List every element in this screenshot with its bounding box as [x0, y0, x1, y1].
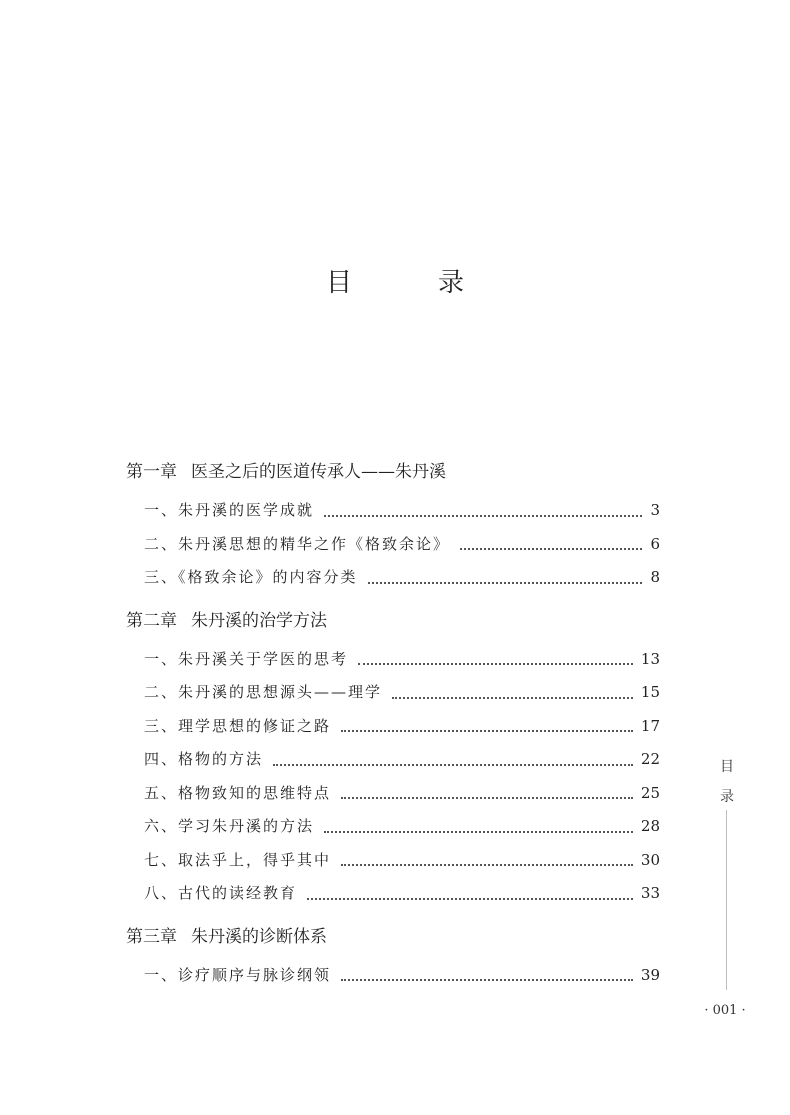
entry-title: 八、古代的读经教育	[144, 884, 298, 902]
toc-entry[interactable]	[126, 810, 660, 844]
entry-title: 三、《格致余论》的内容分类	[144, 568, 358, 586]
side-rule-line	[726, 810, 727, 990]
dot-leader	[341, 979, 633, 981]
entry-title: 六、学习朱丹溪的方法	[144, 817, 315, 835]
toc-entry[interactable]	[126, 777, 660, 811]
entry-title: 一、诊疗顺序与脉诊纲领	[144, 965, 332, 984]
chapter-heading	[126, 607, 660, 635]
entry-page: 17	[640, 716, 660, 735]
dot-leader	[341, 864, 633, 866]
toc-entry[interactable]	[126, 844, 660, 878]
dot-leader	[307, 898, 633, 900]
dot-leader	[358, 663, 633, 665]
entry-title: 一、朱丹溪的医学成就	[144, 501, 315, 519]
entry-title: 二、朱丹溪思想的精华之作《格致余论》	[144, 534, 451, 553]
entry-page: 6	[650, 534, 660, 553]
chapter-entries	[126, 643, 660, 911]
dot-leader	[273, 764, 633, 766]
entry-page: 39	[640, 965, 660, 984]
entry-title: 五、格物致知的思维特点	[144, 783, 332, 802]
entry-page: 3	[650, 501, 660, 519]
toc-entry[interactable]	[126, 743, 660, 777]
entry-title: 四、格物的方法	[144, 750, 264, 768]
chapter-entries	[126, 494, 660, 595]
chapter-heading	[126, 923, 660, 951]
chapter-entries	[126, 959, 660, 993]
dot-leader	[324, 831, 633, 833]
toc-entry[interactable]	[126, 494, 660, 528]
dot-leader	[460, 548, 642, 550]
toc-entry[interactable]	[126, 643, 660, 677]
dot-leader	[341, 730, 633, 732]
chapter-title: 医圣之后的医道传承人——朱丹溪	[191, 462, 446, 482]
toc-entry[interactable]	[126, 676, 660, 710]
entry-page: 15	[640, 683, 660, 701]
chapter-number: 第一章	[126, 462, 177, 482]
page-number: · 001 ·	[704, 1003, 746, 1018]
toc-entry[interactable]	[126, 710, 660, 744]
toc-entry[interactable]	[126, 959, 660, 993]
table-of-contents	[126, 458, 660, 1004]
entry-title: 七、取法乎上，得乎其中	[144, 850, 332, 869]
toc-entry[interactable]	[126, 561, 660, 595]
toc-entry[interactable]	[126, 877, 660, 911]
page-title: 目 录	[325, 268, 494, 298]
dot-leader	[368, 582, 643, 584]
entry-page: 30	[640, 850, 660, 869]
dot-leader	[324, 515, 642, 517]
dot-leader	[341, 797, 633, 799]
side-label-char: 录	[720, 789, 734, 805]
entry-title: 三、理学思想的修证之路	[144, 716, 332, 735]
dot-leader	[392, 697, 633, 699]
chapter-title: 朱丹溪的治学方法	[191, 610, 327, 631]
chapter-number: 第二章	[126, 610, 177, 631]
chapter-heading	[126, 458, 660, 486]
chapter-title: 朱丹溪的诊断体系	[191, 926, 327, 947]
entry-page: 13	[640, 649, 660, 668]
side-label-char: 目	[720, 759, 734, 775]
entry-page: 28	[640, 817, 660, 835]
chapter-number: 第三章	[126, 926, 177, 947]
entry-page: 22	[640, 750, 660, 768]
entry-page: 25	[640, 783, 660, 802]
entry-title: 一、朱丹溪关于学医的思考	[144, 649, 349, 668]
entry-title: 二、朱丹溪的思想源头——理学	[144, 683, 383, 701]
toc-entry[interactable]	[126, 528, 660, 562]
entry-page: 8	[650, 568, 660, 586]
entry-page: 33	[640, 884, 660, 902]
side-section-label	[718, 752, 736, 812]
